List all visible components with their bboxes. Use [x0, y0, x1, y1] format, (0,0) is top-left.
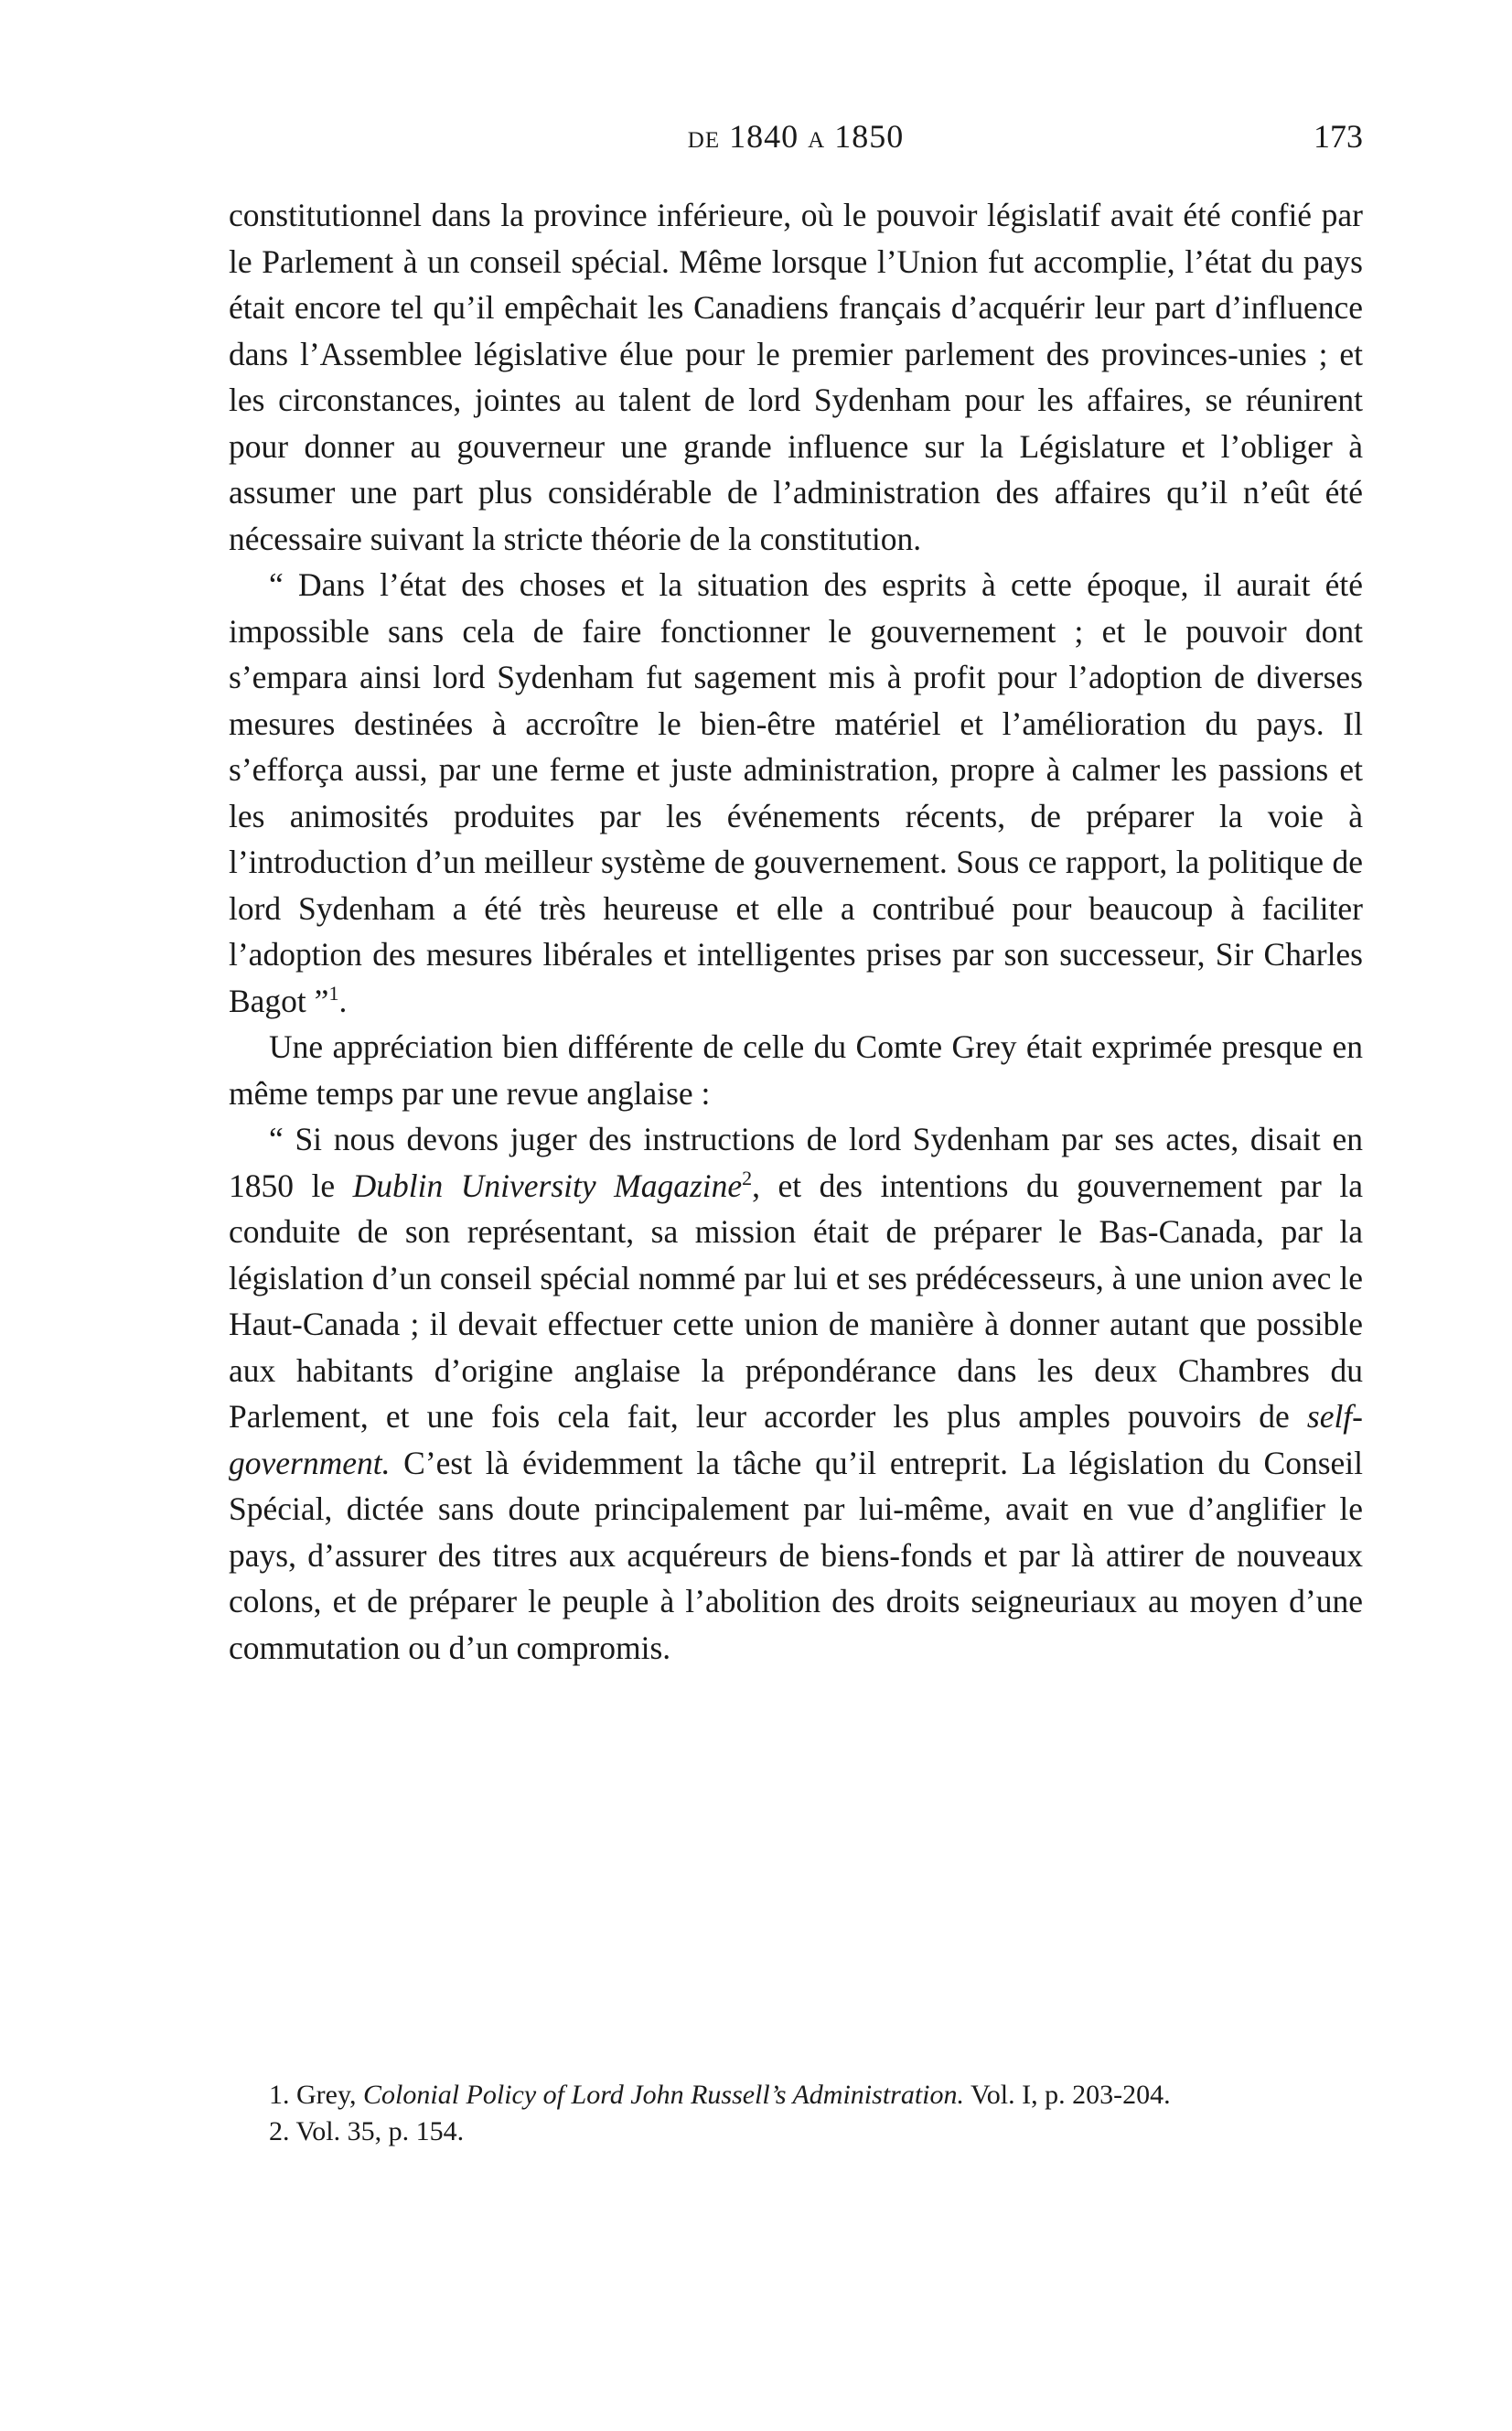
footnote-1-title: Colonial Policy of Lord John Russell’s Administration. [363, 2080, 964, 2110]
footnotes [229, 2077, 1363, 2150]
running-title [229, 117, 1363, 156]
footnote-2-reference: Vol. 35, p. 154. [289, 2116, 465, 2146]
running-head [229, 117, 1363, 163]
footnote-ref-1: 1 [328, 981, 339, 1005]
paragraph-4-part-c: C’est là évidemment la tâche qu’il entreprit. La législation du Conseil Spécial, dictée sans doute principalement par lui-même, avait en vue d’anglifier le pays, d’assurer des titres aux acquéreurs de biens-fonds et par là attirer de nouveaux colons, et de préparer le peuple à l’abolition des droits seigneuriaux au moyen d’une commutation ou d’un compromis. [229, 1444, 1363, 1666]
paragraph-1: constitutionnel dans la province inférieure, où le pouvoir législatif avait été confié par le Parlement à un conseil spécial. Même lorsque l’Union fut accomplie, l’état du pays était encore tel qu’il empêchait les Canadiens français d’acquérir leur part d’influence dans l’Assemblee législative élue pour le premier parlement des provinces-unies ; et les circonstances, jointes au talent de lord Sydenham pour les affaires, se réunirent pour donner au gouverneur une grande influence sur la Législature et l’obliger à assumer une part plus considérable de l’administration des affaires qu’il n’eût été nécessaire suivant la stricte théorie de la constitution. [229, 197, 1363, 557]
paragraph-2 [229, 562, 1363, 1024]
paragraph-2-text: “ Dans l’état des choses et la situation des esprits à cette époque, il aurait été impossible sans cela de faire fonctionner le gouvernement ; et le pouvoir dont s’empara ainsi lord Sydenham fut sagement mis à profit pour l’adoption de diverses mesures destinées à accroître le bien-être matériel et l’amélioration du pays. Il s’efforça aussi, par une ferme et juste administration, propre à calmer les passions et les animosités produites par les événements récents, de préparer la voie à l’introduction d’un meilleur système de gouvernement. Sous ce rapport, la politique de lord Sydenham a été très heureuse et elle a contribué pour beaucoup à faciliter l’adoption des mesures libérales et intelligentes prises par son successeur, Sir Charles Bagot ” [229, 566, 1363, 1019]
self-government-term: self-government. [229, 1398, 1363, 1481]
journal-title: Dublin University Magazine [352, 1167, 743, 1204]
running-title-prefix: de [687, 118, 721, 155]
paragraph-3: Une appréciation bien différente de celle du Comte Grey était exprimée presque en même temps par une revue anglaise : [229, 1028, 1363, 1112]
footnote-2-number: 2. [269, 2116, 290, 2146]
footnote-ref-2: 2 [742, 1166, 753, 1189]
footnote-1-author: Grey, [289, 2080, 364, 2110]
running-title-year-start: 1840 [729, 118, 799, 155]
footnote-1-number: 1. [269, 2080, 290, 2110]
running-title-year-end: 1850 [834, 118, 905, 155]
footnote-1 [229, 2077, 1363, 2114]
body-text [229, 192, 1363, 1671]
page-number: 173 [1314, 118, 1363, 155]
paragraph-4 [229, 1116, 1363, 1671]
running-title-mid: a [808, 118, 826, 155]
footnote-1-reference: Vol. I, p. 203-204. [964, 2080, 1171, 2110]
footnote-2 [229, 2114, 1363, 2150]
paragraph-4-part-a: “ Si nous devons juger des instructions de lord Sydenham par ses actes, disait en 1850 le [229, 1121, 1363, 1204]
paragraph-4-part-b: , et des intentions du gouvernement par la conduite de son représentant, sa mission était de préparer le Bas-Canada, par la législation d’un conseil spécial nommé par lui et ses prédécesseurs, à une union avec le Haut-Canada ; il devait effectuer cette union de manière à donner autant que possible aux habitants d’origine anglaise la prépondérance dans les deux Chambres du Parlement, et une fois cela fait, leur accorder les plus amples pouvoirs de [229, 1167, 1363, 1435]
paragraph-2-end: . [338, 982, 348, 1019]
